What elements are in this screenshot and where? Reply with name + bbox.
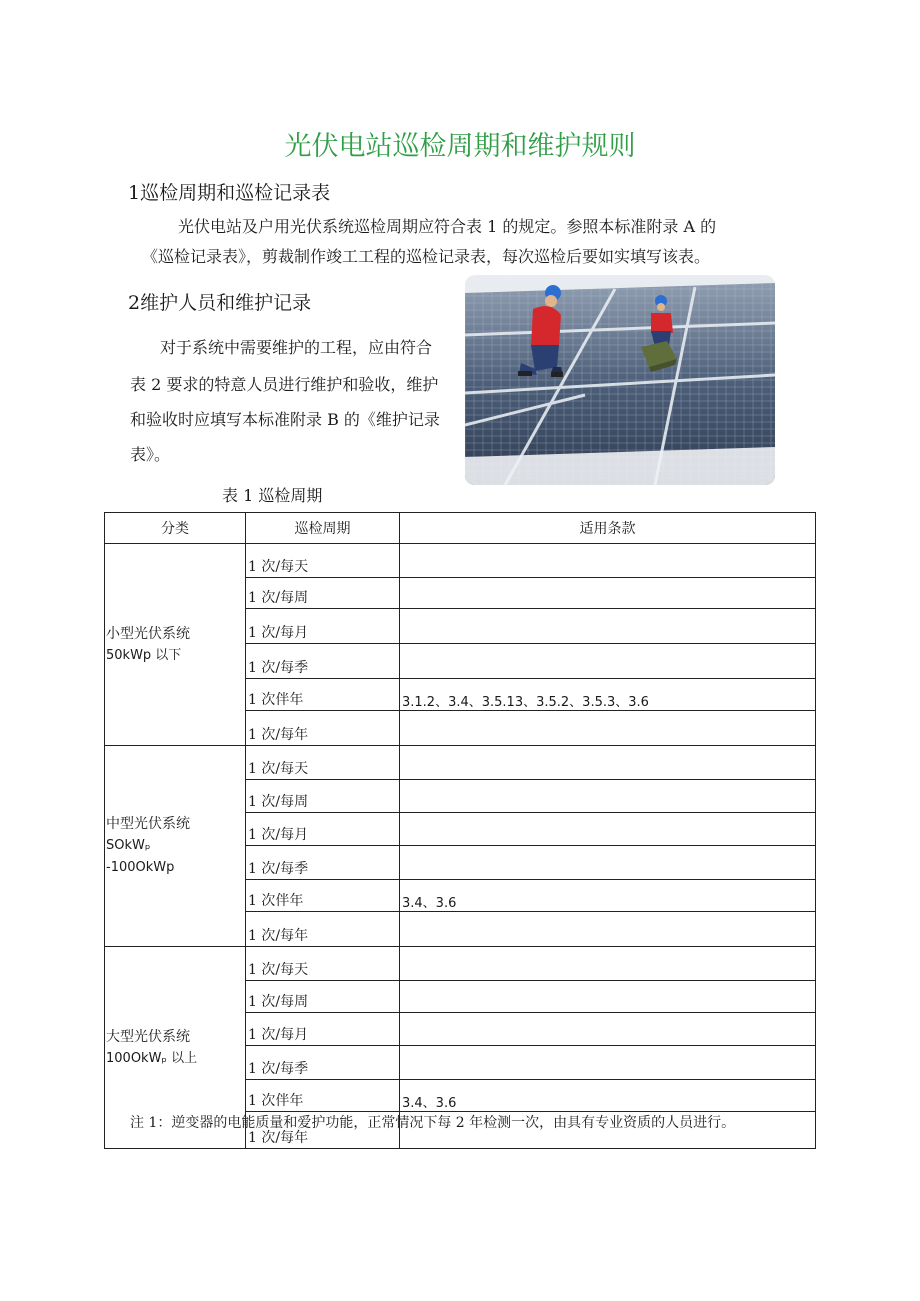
category-label: SOkWₚ xyxy=(106,838,151,853)
clauses-cell xyxy=(400,912,816,947)
period-cell: 1 次/每年 xyxy=(246,1112,400,1149)
period-cell: 1 次/每季 xyxy=(246,644,400,679)
clauses-cell xyxy=(400,780,816,813)
category-cell xyxy=(105,746,246,947)
clauses-cell xyxy=(400,1046,816,1080)
table-row xyxy=(105,947,816,981)
category-label: 100OkWₚ 以上 xyxy=(106,1050,198,1066)
period-cell: 1 次/每季 xyxy=(246,1046,400,1080)
clauses-cell xyxy=(400,544,816,578)
clauses-cell xyxy=(400,711,816,746)
period-cell: 1 次/每天 xyxy=(246,746,400,780)
header-period: 巡检周期 xyxy=(246,513,400,544)
category-cell xyxy=(105,544,246,746)
period-cell: 1 次伴年 xyxy=(246,1080,400,1112)
section2-heading: 2维护人员和维护记录 xyxy=(128,292,312,314)
section1-line1: 光伏电站及户用光伏系统巡检周期应符合表 1 的规定。参照本标准附录 A 的 xyxy=(178,217,717,236)
section1-heading: 1巡检周期和巡检记录表 xyxy=(128,182,331,204)
clauses-cell: 3.1.2、3.4、3.5.13、3.5.2、3.5.3、3.6 xyxy=(400,679,816,711)
period-cell: 1 次/每月 xyxy=(246,609,400,644)
period-cell: 1 次/每年 xyxy=(246,912,400,947)
period-cell: 1 次/每天 xyxy=(246,947,400,981)
clauses-cell xyxy=(400,746,816,780)
clauses-cell xyxy=(400,644,816,679)
clauses-cell xyxy=(400,981,816,1013)
period-cell: 1 次/每年 xyxy=(246,711,400,746)
header-category: 分类 xyxy=(105,513,246,544)
section2-line3: 和验收时应填写本标准附录 B 的《维护记录 xyxy=(130,410,440,429)
solar-panel-inspection-photo xyxy=(465,275,775,485)
period-cell: 1 次/每天 xyxy=(246,544,400,578)
section2-line2: 表 2 要求的特意人员进行维护和验收，维护 xyxy=(130,375,439,394)
period-cell: 1 次/每季 xyxy=(246,846,400,880)
period-cell: 1 次/每月 xyxy=(246,813,400,846)
section2-line4: 表》。 xyxy=(130,445,171,464)
table-header-row xyxy=(105,513,816,544)
clauses-cell xyxy=(400,578,816,609)
period-cell: 1 次/每周 xyxy=(246,780,400,813)
table-note: 注 1：逆变器的电能质量和爱护功能，正常情况下每 2 年检测一次，由具有专业资质的人员进行。 xyxy=(130,1115,736,1131)
period-cell: 1 次/每月 xyxy=(246,1013,400,1046)
clauses-cell xyxy=(400,947,816,981)
category-label: -100OkWp xyxy=(106,860,175,875)
clauses-cell xyxy=(400,609,816,644)
inspection-period-table xyxy=(104,512,816,1149)
category-label: 50kWp 以下 xyxy=(106,647,182,663)
category-label: 小型光伏系统 xyxy=(106,625,190,642)
section2-line1: 对于系统中需要维护的工程，应由符合 xyxy=(160,338,433,357)
period-cell: 1 次/每周 xyxy=(246,578,400,609)
category-label: 大型光伏系统 xyxy=(106,1028,190,1045)
clauses-cell xyxy=(400,813,816,846)
table-row xyxy=(105,746,816,780)
header-clauses: 适用条款 xyxy=(400,513,816,544)
period-cell: 1 次/每周 xyxy=(246,981,400,1013)
clauses-cell xyxy=(400,1013,816,1046)
table-row xyxy=(105,544,816,578)
period-cell: 1 次伴年 xyxy=(246,679,400,711)
clauses-cell: 3.4、3.6 xyxy=(400,1080,816,1112)
table-caption: 表 1 巡检周期 xyxy=(222,486,323,505)
category-label: 中型光伏系统 xyxy=(106,816,190,832)
clauses-cell: 3.4、3.6 xyxy=(400,880,816,912)
period-cell: 1 次伴年 xyxy=(246,880,400,912)
clauses-cell xyxy=(400,846,816,880)
section1-line2: 《巡检记录表》，剪裁制作竣工工程的巡检记录表，每次巡检后要如实填写该表。 xyxy=(142,247,711,266)
page-title: 光伏电站巡检周期和维护规则 xyxy=(284,131,636,162)
